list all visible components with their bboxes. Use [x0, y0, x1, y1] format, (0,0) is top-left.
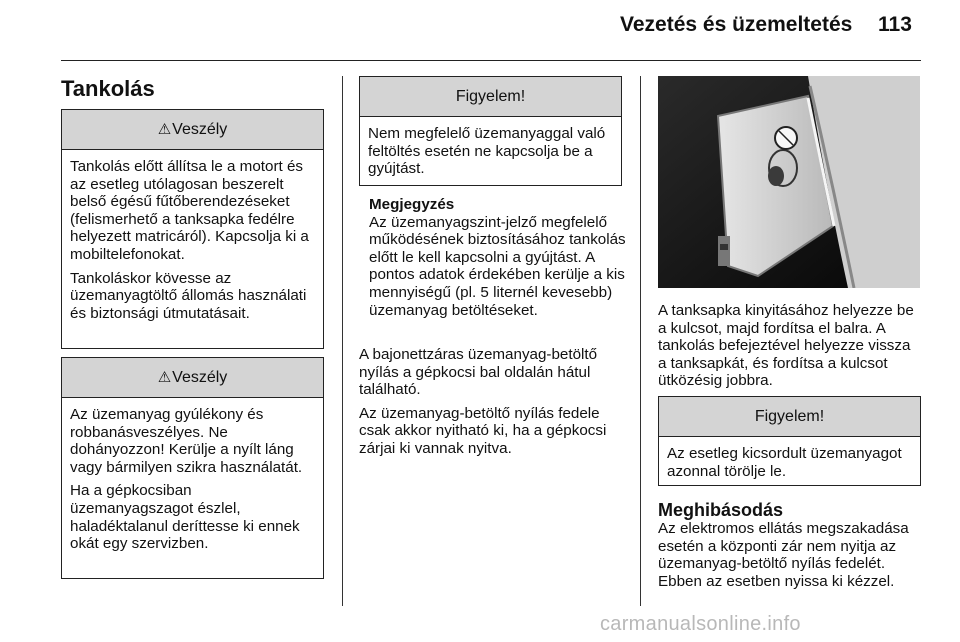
caution-box-2-text: Az esetleg kicsordult üzemanyagot azonnal törölje le. [667, 445, 902, 480]
danger-box-1-paragraph: Tankoláskor kövesse az üzemanyagtöltő állomás használati és biztonsági útmutatásait. [70, 269, 307, 322]
caution-box-2 [658, 396, 921, 486]
note-block [369, 196, 627, 319]
malfunction-text: Az elektromos ellátás megszakadása esetén a központi zár nem nyitja az üzemanyag-betöltő nyílás fedelét. Ebben az esetben nyissa ki kézzel. [658, 520, 909, 590]
danger-box-2 [61, 357, 324, 579]
middle-text [359, 346, 624, 464]
malfunction-title: Meghibásodás [658, 500, 784, 520]
watermark: carmanualsonline.info [600, 613, 801, 635]
danger-box-1-paragraph: Tankolás előtt állítsa le a motort és az esetleg utólagosan beszerelt belső égésű fűtőberendezéseket (felismerhető a tanksapka fedélre helyezett matricáról). Kapcsolja ki a mobiltelefonokat. [70, 158, 309, 263]
caution-box-2-header: Figyelem! [659, 397, 920, 437]
column-divider [640, 76, 641, 606]
danger-box-2-header [62, 358, 323, 398]
column-divider [342, 76, 343, 606]
danger-box-2-heading: Veszély [172, 369, 228, 386]
danger-box-1-heading: Veszély [172, 121, 228, 138]
danger-box-1 [61, 109, 324, 349]
danger-box-2-paragraph: Ha a gépkocsiban üzemanyagszagot észlel, haladéktalanul deríttesse ki ennek okát egy szervizben. [70, 482, 300, 553]
warning-triangle-icon: ⚠ [157, 369, 172, 386]
malfunction-block [658, 500, 922, 590]
right-text: A tanksapka kinyitásához helyezze be a kulcsot, majd fordítsa el balra. A tankolás befejeztével helyezze vissza a tanksapkát, és fordítsa a kulcsot ütközésig jobbra. [658, 302, 914, 390]
page-number: 113 [878, 13, 912, 36]
middle-paragraph: Az üzemanyag-betöltő nyílás fedele csak akkor nyitható ki, ha a gépkocsi zárjai ki vannak nyitva. [359, 404, 607, 457]
section-title: Tankolás [61, 76, 155, 101]
fuel-filler-image [658, 76, 920, 288]
page-title: Vezetés és üzemeltetés [620, 13, 853, 36]
caution-box-1 [359, 76, 622, 186]
fuel-filler-illustration [658, 76, 920, 288]
middle-paragraph: A bajonettzáras üzemanyag-betöltő nyílás a gépkocsi bal oldalán hátul található. [359, 346, 598, 399]
caution-box-1-header: Figyelem! [360, 77, 621, 117]
note-text: Az üzemanyagszint-jelző megfelelő működésének biztosításához tankolás előtt le kell kapcsolni a gyújtást. A pontos adatok érdekében kerülje a kis mennyiségű (pl. 5 liternél kevesebb) üzemanyag betöltéseket. [369, 213, 626, 319]
danger-box-2-paragraph: Az üzemanyag gyúlékony és robbanásveszélyes. Ne dohányozzon! Kerülje a nyílt láng vagy bármilyen szikra használatát. [70, 406, 303, 476]
note-title: Megjegyzés [369, 196, 455, 213]
danger-box-1-header [62, 110, 323, 150]
caution-box-1-text: Nem megfelelő üzemanyaggal való feltöltés esetén ne kapcsolja be a gyújtást. [368, 125, 606, 178]
warning-triangle-icon: ⚠ [157, 121, 172, 138]
header-divider [61, 60, 921, 61]
